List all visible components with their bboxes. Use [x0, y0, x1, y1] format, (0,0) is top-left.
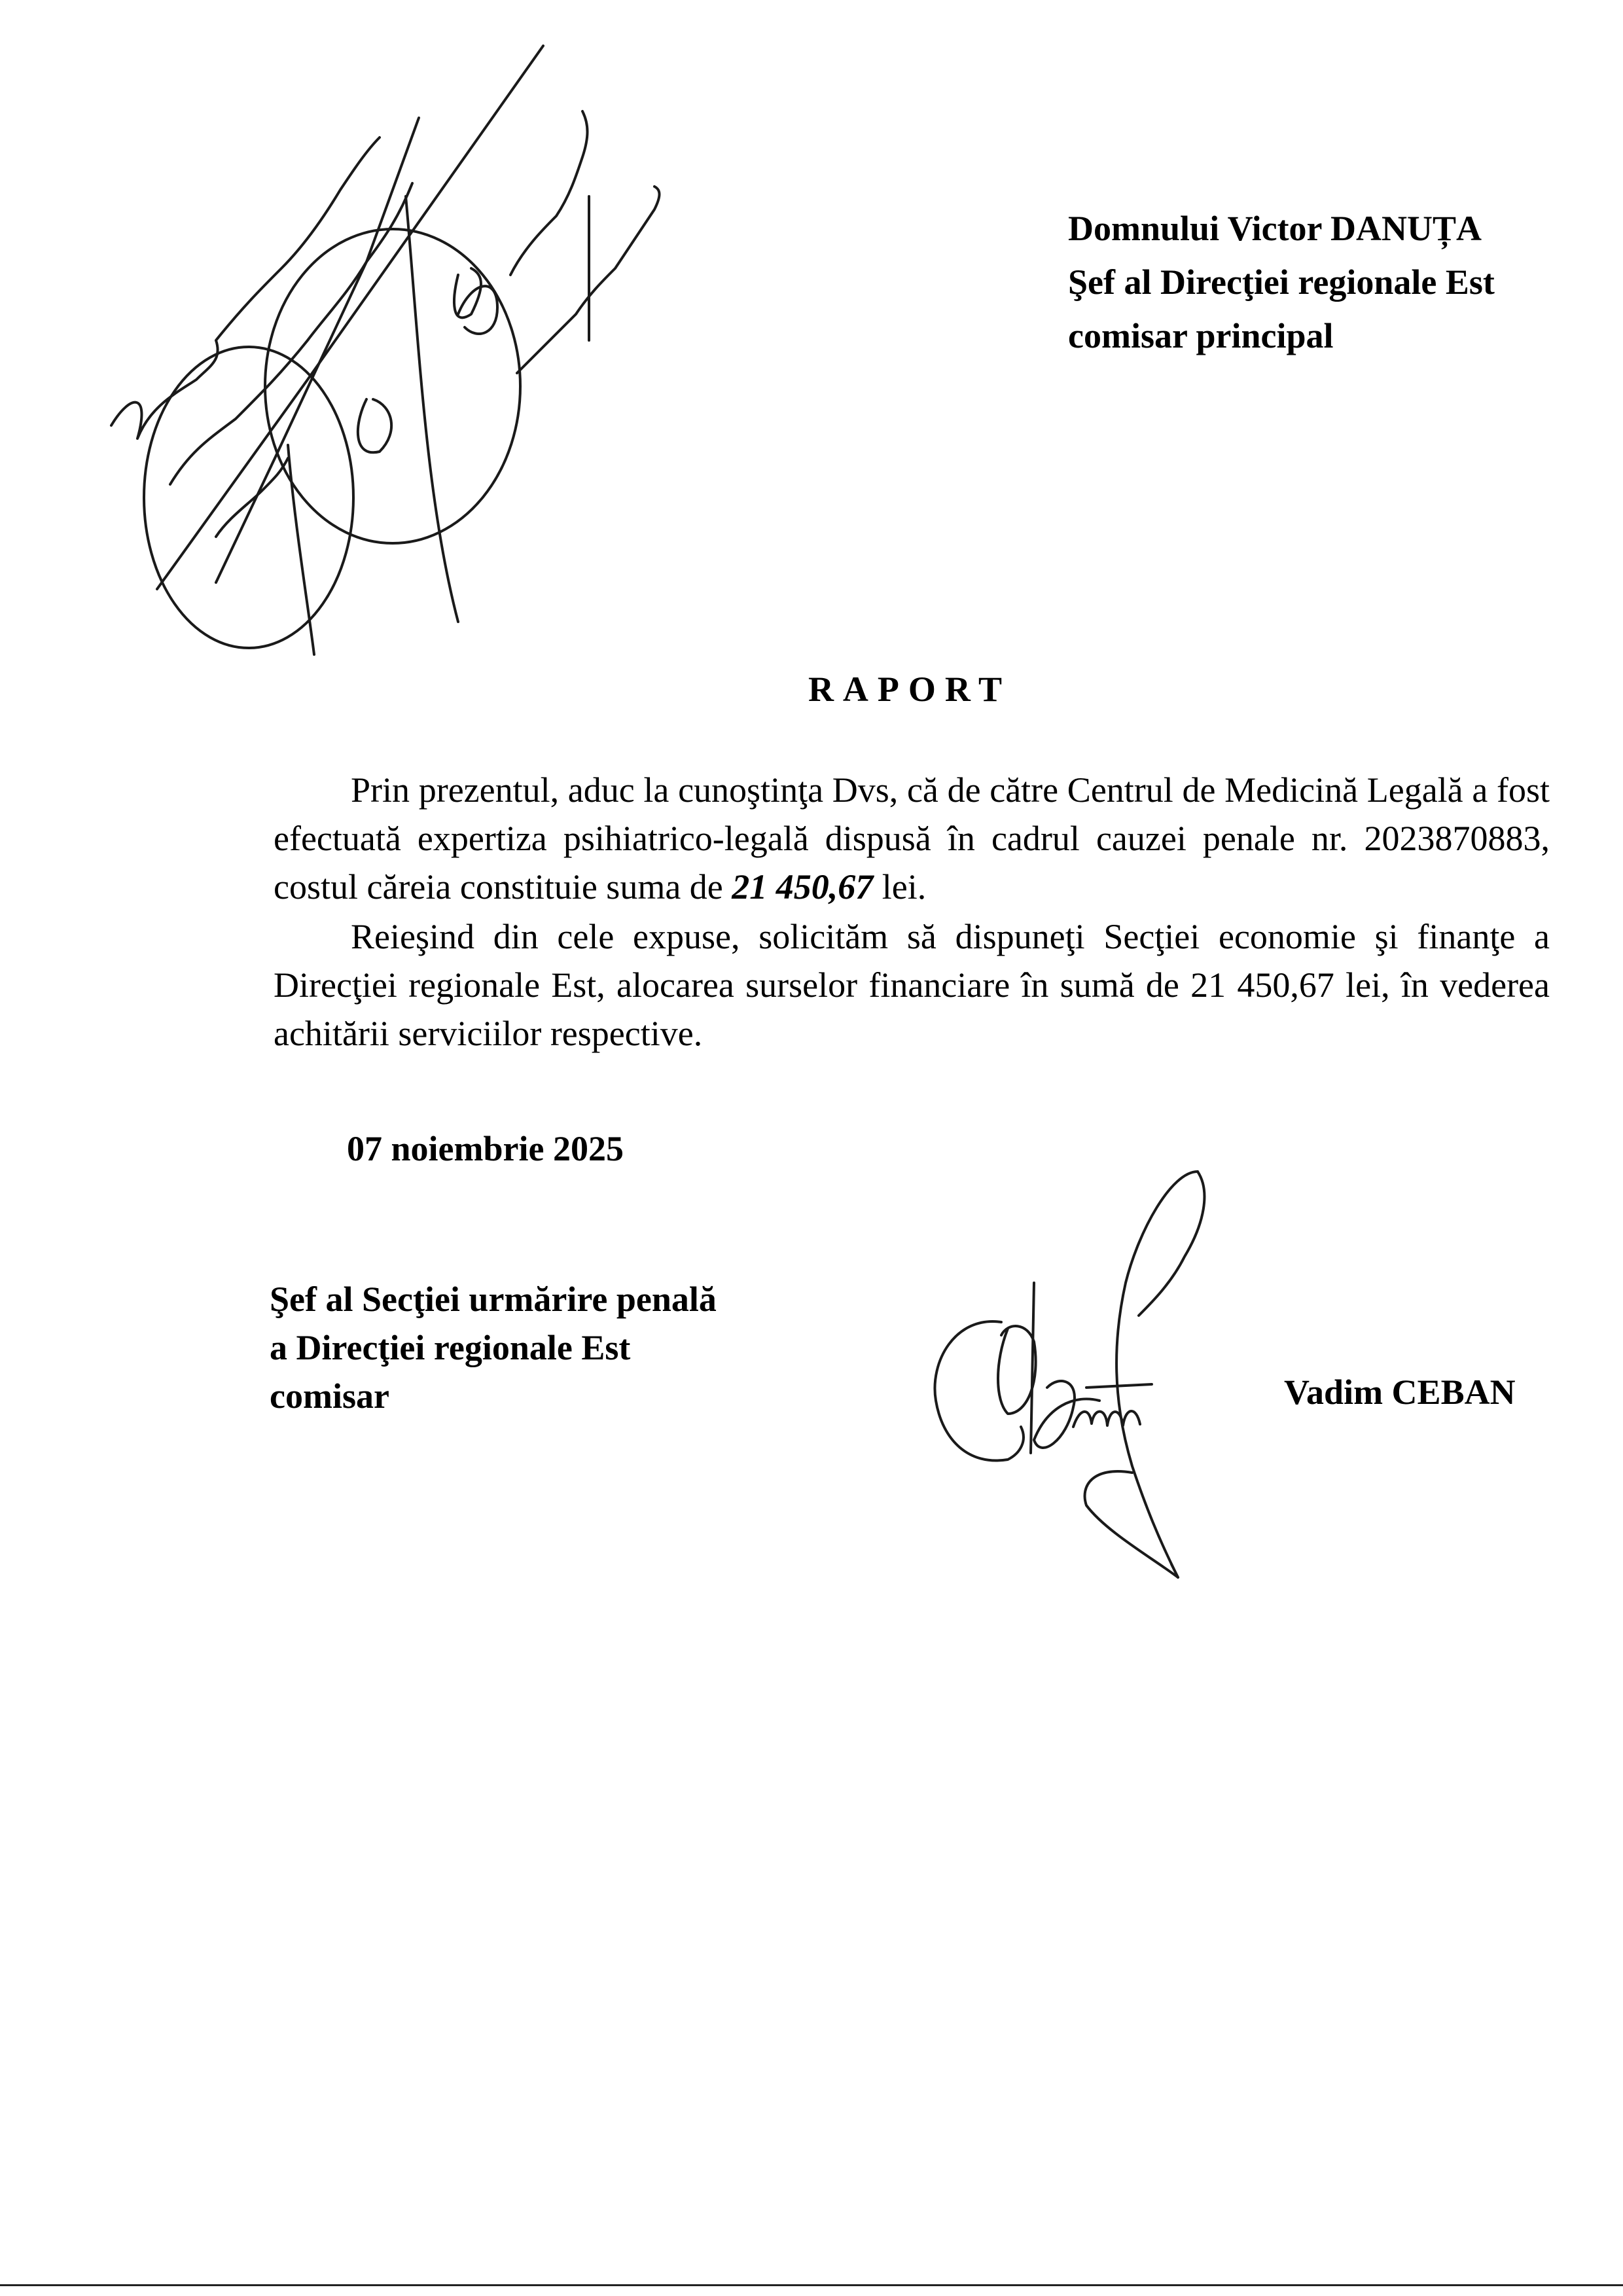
signatory-signature-stroke — [1139, 1172, 1204, 1316]
page-bottom-edge — [0, 2284, 1623, 2286]
addressee-name: Domnului Victor DANUȚA — [1068, 209, 1482, 248]
body-paragraph-1 — [274, 766, 1550, 911]
signatory-signature-stroke — [1085, 1471, 1178, 1577]
signatory-signature-stroke — [1086, 1384, 1152, 1388]
signatory-position: Şef al Secţiei urmărire penală — [270, 1280, 717, 1319]
signatory-signature-stroke — [998, 1326, 1036, 1414]
signatory-signature-stroke — [1116, 1172, 1198, 1577]
addressee-block — [1068, 202, 1495, 363]
resolution-script — [216, 458, 288, 537]
resolution-stroke — [288, 445, 314, 655]
resolution-script — [170, 183, 412, 484]
addressee-rank: comisar principal — [1068, 316, 1334, 355]
document-title: RAPORT — [808, 670, 1012, 709]
amount-value: 21 450,67 — [732, 867, 874, 906]
body-paragraph-2: Reieşind din cele expuse, solicităm să dispuneţi Secţiei economie şi finanţe a Direcţiei regionale Est, alocarea surselor financiare în sumă de 21 450,67 lei, în vederea achitării serviciilor respective. — [274, 917, 1550, 1053]
signatory-department: a Direcţiei regionale Est — [270, 1328, 631, 1367]
resolution-stroke — [406, 196, 458, 622]
signatory-rank: comisar — [270, 1376, 389, 1416]
signatory-signature-stroke — [1031, 1283, 1034, 1453]
resolution-script — [111, 137, 380, 439]
resolution-script — [454, 268, 481, 317]
addressee-position: Şef al Direcţiei regionale Est — [1068, 262, 1495, 302]
body-paragraph-1-text: Prin prezentul, aduc la cunoştinţa Dvs, că de către Centrul de Medicină Legală a fost efectuată expertiza psihiatrico-legală dispusă în cadrul cauzei penale nr. 2023870883, costul căreia constituie suma de — [274, 770, 1550, 906]
signatory-signature-stroke — [935, 1321, 1023, 1460]
resolution-script — [358, 399, 391, 452]
document-date: 07 noiembrie 2025 — [347, 1129, 624, 1168]
document-body — [274, 766, 1550, 1058]
signatory-block — [270, 1275, 717, 1420]
resolution-stroke — [157, 46, 543, 589]
body-paragraph-1-end: lei. — [873, 867, 927, 906]
signatory-name: Vadim CEBAN — [1284, 1372, 1516, 1412]
signatory-signature-stroke — [1073, 1411, 1140, 1427]
